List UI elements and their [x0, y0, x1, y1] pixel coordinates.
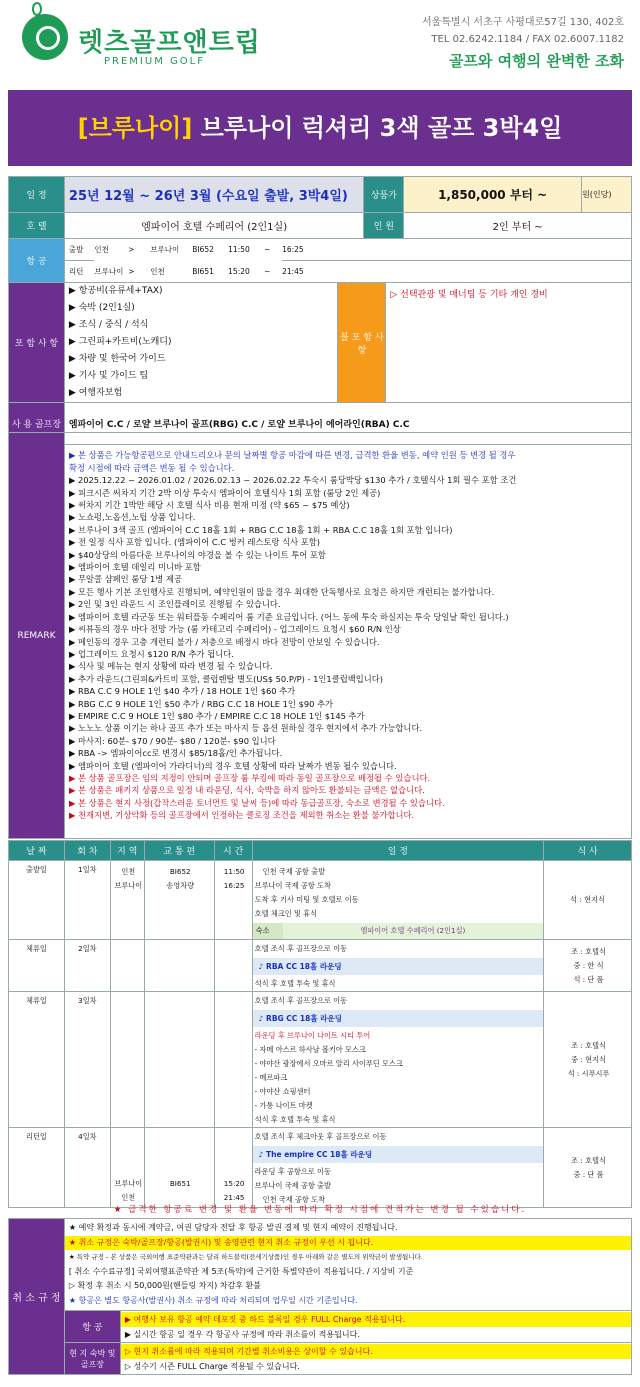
exclude-list: ▷ 선택관광 및 매너팁 등 기타 개인 경비	[386, 283, 632, 403]
text-line: ▶ 2025.12.22 ~ 2026.01.02 / 2026.02.13 ~ 2026.02.22 투숙시 룸당박당 $130 추가 / 호텔식사 1회 필수 포함 조건	[68, 475, 517, 486]
header	[0, 0, 640, 82]
hotel-value: 엠파이어 호텔 수페리어 (2인1실)	[64, 213, 363, 239]
info-table: 일 정 25년 12월 ~ 26년 3월 (수요일 출발, 3박4일) 상품가 1,850,000 부터 ~ 원(인당) 호 텔 엠파이어 호텔 수페리어 (2인1실) 인 원 2인 부터 ~	[8, 176, 632, 239]
text-line: ▶ 써차지 기간 1박만 해당 시 호텔 식사 비용 현재 미정 (약 $65 ~ $75 예상)	[68, 500, 350, 511]
text-line: ▶ 모든 행사 기본 조인행사로 진행되며, 예약인원이 많을 경우 최대한 단독행사로 요청은 하지만 개런티는 불가합니다.	[68, 586, 495, 597]
text-line: ▶ 씨뷰동의 경우 바다 전망 가능 (룸 카테고리 수페리어) - 업그레이드 요청시 $60 R/N 인상	[68, 624, 401, 635]
text-line: ▶ EMPIRE C.C 9 HOLE 1인 $80 추가 / EMPIRE C.C 18 HOLE 1인 $145 추가	[68, 710, 365, 721]
text-line: ▶ 노노노 상품 이기는 하나 골프 추가 또는 마사지 등 옵션 원하실 경우 현지에서 추가 가능합니다.	[68, 723, 423, 734]
address: 서울특별시 서초구 사평대로57길 130, 402호 TEL 02.6242.1184 / FAX 02.6007.1182	[421, 17, 624, 45]
music-note-icon: ♪	[258, 1150, 267, 1159]
text-line: [ 취소 수수료규정] 국외여행표준약관 제 5조(특약)에 근거한 특별약관이 적용됩니다. / 지상비 기준	[68, 1266, 414, 1276]
text-line: ▶ 2인 및 3인 라운드 시 조인플레이로 진행될 수 있습니다.	[68, 599, 281, 610]
include-list: ▶ 항공비(유류세+TAX) ▶ 숙박 (2인1실) ▶ 조식 / 중식 / 석식 ▶ 그린피+카트비(노캐디) ▶ 차량 및 한국어 가이드 ▶ 기사 및 가이드 팁 ▶ 여행자보험	[64, 283, 338, 403]
text-line: ▶ 엠파이어 호텔 (엠파이어 가라디너)의 경우 호텔 상황에 따라 날짜가 변동 될수 있습니다.	[68, 760, 397, 771]
text-line: ▶ 실시간 항공 일 경우 각 항공사 규정에 따라 취소를이 적용됩니다.	[124, 1329, 360, 1339]
text-line: ★ 예약 확정과 동시에 계약금, 여권 담당자 전달 후 항공 발권 결제 및 현지 예약이 진행됩니다.	[68, 1223, 398, 1232]
text-line: ▶ 본 상품은 패키지 상품으로 일정 내 라운딩, 식사, 숙박을 하지 않아도 환불되는 금액은 없습니다.	[68, 785, 425, 796]
text-line: ▶ RBG C.C 9 HOLE 1인 $50 추가 / RBG C.C 18 HOLE 1인 $90 추가	[68, 698, 334, 709]
courses-value: 엠파이어 C.C / 로얄 브루나이 골프(RBG) C.C / 로얄 브루나이 에어라인(RBA) C.C	[64, 403, 631, 445]
text-line: ▶ 천재지변, 기상악화 등의 골프장에서 인정하는 클로징 조건을 제외한 취소는 환불 불가합니다.	[68, 810, 415, 821]
text-line: ▶ 메인동의 경우 고층 개런티 불가 / 저층으로 배정시 바다 전망이 안보일 수 있습니다.	[68, 636, 380, 647]
logo-subtitle: PREMIUM GOLF	[104, 56, 205, 67]
slogan: 골프와 여행의 완벽한 조화	[448, 52, 624, 70]
text-line: ▶ 여행사 보유 항공 예약 데포짓 중 하드 블록일 경우 FULL Charge 적용됩니다.	[121, 1312, 631, 1327]
text-line: ▶ 추가 라운드(그린피&카트비 포함, 클럽렌탈 별도(US$ 50.P/P) - 1인1클럽백입니다)	[68, 673, 384, 684]
include-table: 포 함 사 항 ▶ 항공비(유류세+TAX) ▶ 숙박 (2인1실) ▶ 조식 / 중식 / 석식 ▶ 그린피+카트비(노캐디) ▶ 차량 및 한국어 가이드 ▶ 기사 및 가이드 팁 ▶ 여행자보험 불 포 함 사 항 ▷ 선택관광 및 매너팁 등 기타 개인 경비 사 용 골프장 엠파이어 C.C / 로얄 브루나이 골프(RBG) C.C / 로얄 브루나이 에어라인(RBA) C.C	[8, 282, 632, 445]
text-line: ▶ 전 일정 식사 포함 입니다. (엠파이어 C.C 벙커 레스토랑 식사 포함)	[68, 537, 321, 548]
text-line: 확정 시점에 따라 금액은 변동 될 수 있습니다.	[68, 462, 235, 473]
text-line: ▶ RBA -> 엠파이어cc로 변경시 $85/18홀/인 추가됩니다.	[68, 748, 283, 759]
text-line: ▶ 엠파이어 호텔 라군동 또는 워터플동 수페리어 룸 기준 요금입니다. (어느 동에 투숙 하실지는 투숙 당일날 확인 됩니다.)	[68, 611, 509, 622]
golf-logo-icon	[22, 14, 68, 60]
text-line: ▷ 현지 취소률에 따라 적용되며 기간별 취소비용은 상이할 수 있습니다.	[121, 1344, 631, 1359]
golf-round-badge: ♪ RBA CC 18홀 라운딩	[253, 958, 543, 975]
text-line: ▷ 성수기 시즌 FULL Charge 적용될 수 있습니다.	[124, 1361, 300, 1371]
text-line: ▶ 업그레이드 요청시 $120 R/N 추가 됩니다.	[68, 648, 234, 659]
text-line: ▶ 마사지: 60분- $70 / 90분- $80 / 120분- $90 입니다	[68, 735, 276, 746]
text-line: ★ 취소 규정은 숙박/골프장/항공(발권시) 및 송영관련 현지 취소 규정이 우선 시 됩니다.	[65, 1236, 631, 1251]
text-line: ▶ 무알콜 샴페인 룸당 1병 제공	[68, 574, 182, 585]
logo-text: 렛츠골프앤트립	[78, 28, 261, 58]
text-line: ★ 특약 규정 - 본 상품은 국외여행 표준약관과는 달리 하드블럭(전세기상품)인 경우 아래와 같은 별도의 위약금이 발생됩니다.	[68, 1253, 423, 1261]
text-line: ★ 항공은 별도 항공사(발권사) 취소 규정에 따라 처리되며 업무일 시간 기준입니다.	[68, 1295, 358, 1305]
text-line: ▶ 식사 및 메뉴는 현지 상황에 따라 변경 될 수 있습니다.	[68, 661, 273, 672]
schedule-value: 25년 12월 ~ 26년 3월 (수요일 출발, 3박4일)	[64, 177, 363, 213]
remark-list	[64, 433, 631, 839]
text-line: ▶ 노쇼펑,노옵션,노팁 상품 입니다.	[68, 512, 196, 523]
price-notice: ★ 급격한 항공료 변경 및 환율 변동에 따라 확정 시점에 견적가는 변경 될 수있습니다.	[113, 1205, 527, 1215]
text-line: ▶ 피크시즌 써차지 기간 2박 이상 투숙시 엠파이어 호텔식사 1회 포함 (룸당 2인 제공)	[68, 487, 381, 498]
text-line: ▶ $40상당의 아름다운 브루나이의 야경을 볼 수 있는 나이트 투어 포함	[68, 549, 326, 560]
text-line: ▶ 엠파이어 호텔 데일리 미니바 포함	[68, 562, 201, 573]
music-note-icon: ♪	[258, 962, 267, 971]
text-line: ▶ 본 상품은 가능항공편으로 안내드리오나 문의 날짜별 항공 마감에 따른 변경, 급격한 환율 변동, 예약 인원 등 변경 될 경우	[68, 450, 516, 461]
text-line: ▶ 본 상품은 현지 사정(갑작스러운 토너먼트 및 날씨 등)에 따라 동급골프장, 숙소로 변경될 수 있습니다.	[68, 797, 445, 808]
people-value: 2인 부터 ~	[404, 213, 632, 239]
text-line: ▶ 브루나이 3색 골프 (엠파이어 C.C 18홀 1회 + RBG C.C 18홀 1회 + RBA C.C 18홀 1회 포함 입니다)	[68, 524, 453, 535]
golf-round-badge: ♪ The empire CC 18홀 라운딩	[253, 1146, 543, 1163]
golf-round-badge: ♪ RBG CC 18홀 라운딩	[253, 1010, 543, 1027]
text-line: ▷ 확정 후 취소 시 50,000원(핸들링 차지) 차감후 환불	[68, 1281, 262, 1290]
price-value: 1,850,000 부터 ~	[404, 177, 582, 213]
title-banner: [브루나이] 브루나이 럭셔리 3색 골프 3박4일	[8, 90, 632, 166]
cancel-table: 취 소 규 정 ★ 예약 확정과 동시에 계약금, 여권 담당자 전달 후 항공 발권 결제 및 현지 예약이 진행됩니다. ★ 취소 규정은 숙박/골프장/항공(발권시) 및 송영관련 현지 취소 규정이 우선 시 됩니다. ★ 특약 규정 - 본 상품은 국외여행 표준약관과는 달리 하드블럭(전세기상품)인 경우 아래와 같은 별도의 위약금이 발생됩니다. [ 취소 수수료규정] 국외여행표준약관 제 5조(특약)에 근거한 특별약관이 적용됩니다. / 지상비 기준 ▷ 확정 후 취소 시 50,000원(핸들링 차지) 차감후 환불 ★ 항공은 별도 항공사(발권사) 취소 규정에 따라 처리되며 업무일 시간 기준입니다. 항 공 ▶ 여행사 보유 항공 예약 데포짓 중 하드 블록일 경우 FULL Charge 적용됩니다. ▶ 실시간 항공 일 경우 각 항공사 규정에 따라 취소를이 적용됩니다. 현 지 숙박 및 골프장 ▷ 현지 취소률에 따라 적용되며 기간별 취소비용은 상이할 수 있습니다. ▷ 성수기 시즌 FULL Charge 적용될 수 있습니다.	[8, 1218, 632, 1375]
remark-table: REMARK ▶ 본 상품은 가능항공편으로 안내드리오나 문의 날짜별 항공 마감에 따른 변경, 급격한 환율 변동, 예약 인원 등 변경 될 경우 확정 시점에 따라 금액은 변동 될 수 있습니다. ▶ 2025.12.22 ~ 2026.01.02 / 2026.02.13 ~ 2026.02.22 투숙시 룸당박당 $130 추가 / 호텔식사 1회 필수 포함 조건 ▶ 피크시즌 써차지 기간 2박 이상 투숙시 엠파이어 호텔식사 1회 포함 (룸당 2인 제공) ▶ 써차지 기간 1박만 해당 시 호텔 식사 비용 현재 미정 (약 $65 ~ $75 예상) ▶ 노쇼펑,노옵션,노팁 상품 입니다. ▶ 브루나이 3색 골프 (엠파이어 C.C 18홀 1회 + RBG C.C 18홀 1회 + RBA C.C 18홀 1회 포함 입니다) ▶ 전 일정 식사 포함 입니다. (엠파이어 C.C 벙커 레스토랑 식사 포함) ▶ $40상당의 아름다운 브루나이의 야경을 볼 수 있는 나이트 투어 포함 ▶ 엠파이어 호텔 데일리 미니바 포함 ▶ 무알콜 샴페인 룸당 1병 제공 ▶ 모든 행사 기본 조인행사로 진행되며, 예약인원이 많을 경우 최대한 단독행사로 요청은 하지만 개런티는 불가합니다. ▶ 2인 및 3인 라운드 시 조인플레이로 진행될 수 있습니다. ▶ 엠파이어 호텔 라군동 또는 워터플동 수페리어 룸 기준 요금입니다. (어느 동에 투숙 하실지는 투숙 당일날 확인 됩니다.) ▶ 씨뷰동의 경우 바다 전망 가능 (룸 카테고리 수페리어) - 업그레이드 요청시 $60 R/N 인상 ▶ 메인동의 경우 고층 개런티 불가 / 저층으로 배정시 바다 전망이 안보일 수 있습니다. ▶ 업그레이드 요청시 $120 R/N 추가 됩니다. ▶ 식사 및 메뉴는 현지 상황에 따라 변경 될 수 있습니다. ▶ 추가 라운드(그린피&카트비 포함, 클럽렌탈 별도(US$ 50.P/P) - 1인1클럽백입니다) ▶ RBA C.C 9 HOLE 1인 $40 추가 / 18 HOLE 1인 $60 추가 ▶ RBG C.C 9 HOLE 1인 $50 추가 / RBG C.C 18 HOLE 1인 $90 추가 ▶ EMPIRE C.C 9 HOLE 1인 $80 추가 / EMPIRE C.C 18 HOLE 1인 $145 추가 ▶ 노노노 상품 이기는 하나 골프 추가 또는 마사지 등 옵션 원하실 경우 현지에서 추가 가능합니다. ▶ 마사지: 60분- $70 / 90분- $80 / 120분- $90 입니다 ▶ RBA -> 엠파이어cc로 변경시 $85/18홀/인 추가됩니다. ▶ 엠파이어 호텔 (엠파이어 가라디너)의 경우 호텔 상황에 따라 날짜가 변동 될수 있습니다. ▶ 본 상품 골프장은 임의 지정이 안되며 골프장 룸 부킹에 따라 동일 골프장으로 배정될 수 있습니다. ▶ 본 상품은 패키지 상품으로 일정 내 라운딩, 식사, 숙박을 하지 않아도 환불되는 금액은 없습니다. ▶ 본 상품은 현지 사정(갑작스러운 토너먼트 및 날씨 등)에 따라 동급골프장, 숙소로 변경될 수 있습니다. ▶ 천재지변, 기상악화 등의 골프장에서 인정하는 클로징 조건을 제외한 취소는 환불 불가합니다.	[8, 432, 632, 839]
text-line: ▶ RBA C.C 9 HOLE 1인 $40 추가 / 18 HOLE 1인 $60 추가	[68, 686, 296, 697]
text-line: ▶ 본 상품 골프장은 임의 지정이 안되며 골프장 룸 부킹에 따라 동일 골프장으로 배정될 수 있습니다.	[68, 772, 431, 783]
itinerary-table: 날 짜 회 차 지 역 교 통 편 시 간 일 정 식 사 출발일 1일차 인천 브루나이 BI652 송영차량 11:50 16:25 인천 국제 공항 출발 브루나이 국제 공항 도착 도착 후 기사 미팅 및 호텔로 이동 호텔 체크인 및 휴식 숙소 엠파이어 호텔 수페리어 (2인1실) 석 : 현지식 체류일 2일차 호텔 조식 후 골프장으로 이동 ♪ RBA CC 18홀 라운딩 석식 후 호텔 투숙 및 휴식 조 : 호텔식 중 : 한 식 석 : 단 품 체류일 3일차 호텔 조식 후 골프장으로 이동 ♪ RBG CC 18홀 라운딩 라운딩 후 브루나이 나이트 시티 투어 - 자메 아스르 하사날 볼키아 모스크 - 야야산 광장에서 오마르 알리 사이푸딘 모스크 - 메르파크 - 야야산 쇼핑센터 - 가통 나이트 마켓 석식 후 호텔 투숙 및 휴식 조 : 호텔식 중 : 현지식 석 : 시푸시푸 리턴일 4일차 브루나이 인천 BI651 15:20 21:45 호텔 조식 후 체크아웃 후 골프장으로 이동 ♪ The empire CC 18홀 라운딩 라운딩 후 공항으로 이동 브루나이 국제 공항 출발 인천 국제 공항 도착 조 : 호텔식 중 : 단 품	[8, 840, 632, 1208]
music-note-icon: ♪	[258, 1014, 267, 1023]
flight-table: 항 공 출발 인천 > 브루나이 BI652 11:50 ~ 16:25 리턴 브루나이 > 인천 BI651 15:20 ~ 21:45	[8, 238, 632, 283]
